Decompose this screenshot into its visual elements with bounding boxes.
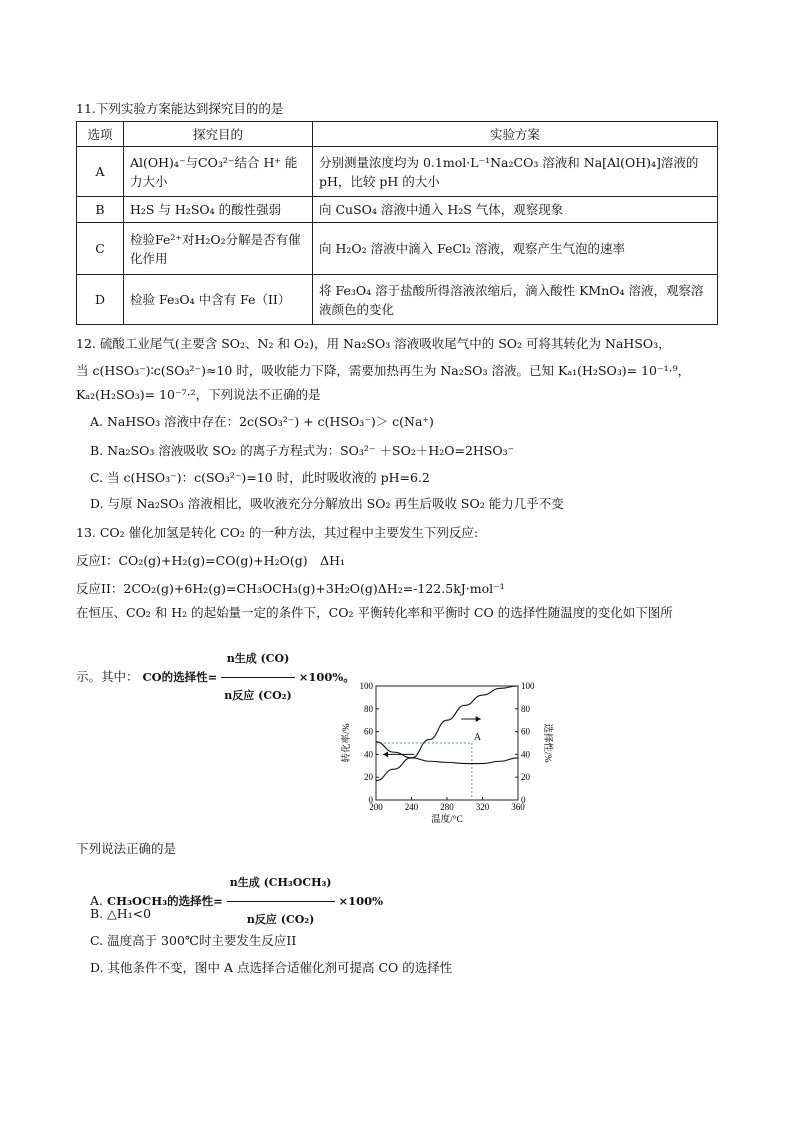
q13-option-b: B. △H₁<0 bbox=[90, 906, 152, 921]
row-option: B bbox=[77, 197, 124, 223]
co-selectivity-label: CO的选择性= bbox=[142, 670, 218, 684]
row-option: A bbox=[77, 147, 124, 197]
y-left-tick-label: 0 bbox=[368, 795, 373, 805]
fraction-denominator: n反应 (CO₂) bbox=[224, 689, 292, 702]
q12-option-d: D. 与原 Na₂SO₃ 溶液相比，吸收液充分分解放出 SO₂ 再生后吸收 SO₂ 能力几乎不变 bbox=[90, 496, 564, 511]
table-header-row bbox=[77, 122, 718, 147]
x-tick-label: 240 bbox=[404, 802, 419, 812]
y-left-tick-label: 20 bbox=[364, 772, 373, 783]
x-tick-label: 200 bbox=[369, 802, 383, 812]
table-row bbox=[77, 197, 718, 223]
arrow-right-head bbox=[476, 716, 481, 722]
series-line-1 bbox=[376, 686, 518, 781]
q12-line2: 当 c(HSO₃⁻)∶c(SO₃²⁻)≈10 时，吸收能力下降，需要加热再生为 Na₂SO₃ 溶液。已知 Kₐ₁(H₂SO₃)= 10⁻¹·⁹， bbox=[76, 363, 691, 378]
x-tick-label: 360 bbox=[511, 802, 525, 812]
row-purpose: 检验Fe²⁺对H₂O₂分解是否有催化作用 bbox=[124, 223, 313, 275]
y-left-tick-label: 100 bbox=[359, 681, 373, 691]
q12-option-b: B. Na₂SO₃ 溶液吸收 SO₂ 的离子方程式为：SO₃²⁻ ＋SO₂＋H₂O=2HSO₃⁻ bbox=[90, 443, 515, 458]
q13-reaction-1: 反应I：CO₂(g)+H₂(g)=CO(g)+H₂O(g) ΔH₁ bbox=[76, 553, 346, 568]
q12-line3: Kₐ₂(H₂SO₃)= 10⁻⁷·²，下列说法不正确的是 bbox=[76, 387, 321, 402]
fraction-numerator: n生成 (CO) bbox=[221, 641, 294, 678]
q13-condition-2 bbox=[76, 641, 355, 714]
ch3och3-selectivity-label: CH₃OCH₃的选择性= bbox=[107, 894, 223, 908]
q12-line1: 12. 硫酸工业尾气(主要含 SO₂、N₂ 和 O₂)，用 Na₂SO₃ 溶液吸收尾气中的 SO₂ 可将其转化为 NaHSO₃， bbox=[76, 336, 671, 351]
ch3och3-selectivity-fraction bbox=[227, 865, 335, 938]
point-a-label: A bbox=[473, 732, 482, 743]
q11-stem: 11.下列实验方案能达到探究目的的是 bbox=[76, 101, 284, 116]
row-plan: 向 CuSO₄ 溶液中通入 H₂S 气体，观察现象 bbox=[313, 197, 718, 223]
q13-option-a bbox=[90, 865, 383, 938]
row-purpose: 检验 Fe₃O₄ 中含有 Fe（II） bbox=[124, 275, 313, 325]
fraction-numerator: n生成 (CH₃OCH₃) bbox=[227, 865, 335, 902]
x-axis-label: 温度/°C bbox=[431, 815, 463, 825]
y-right-tick-label: 100 bbox=[521, 681, 535, 691]
arrow-left-head bbox=[383, 751, 388, 757]
row-option: C bbox=[77, 223, 124, 275]
row-plan: 分别测量浓度均为 0.1mol·L⁻¹Na₂CO₃ 溶液和 Na[Al(OH)₄]溶液的 pH，比较 pH 的大小 bbox=[313, 147, 718, 197]
ch3och3-selectivity-tail: ×100% bbox=[338, 894, 384, 908]
q12-option-c: C. 当 c(HSO₃⁻)：c(SO₃²⁻)=10 时，此时吸收液的 pH=6.2 bbox=[90, 470, 430, 485]
q13-option-d: D. 其他条件不变，图中 A 点选择合适催化剂可提高 CO 的选择性 bbox=[90, 960, 453, 975]
y-right-tick-label: 40 bbox=[521, 749, 530, 760]
q13-condition-2-pre: 示。其中： bbox=[76, 669, 139, 684]
co-selectivity-fraction bbox=[221, 641, 294, 714]
q13-option-c: C. 温度高于 300℃时主要发生反应II bbox=[90, 933, 297, 948]
equilibrium-chart bbox=[328, 676, 560, 828]
row-purpose: H₂S 与 H₂SO₄ 的酸性强弱 bbox=[124, 197, 313, 223]
fraction-denominator: n反应 (CO₂) bbox=[246, 913, 315, 926]
table-row bbox=[77, 223, 718, 275]
y-left-tick-label: 40 bbox=[364, 749, 373, 760]
y-left-axis-label: 转化率/% bbox=[342, 723, 352, 763]
series-line-2 bbox=[376, 742, 518, 764]
x-tick-label: 280 bbox=[440, 802, 454, 812]
y-right-tick-label: 0 bbox=[521, 795, 526, 805]
q13-condition-1: 在恒压、CO₂ 和 H₂ 的起始量一定的条件下，CO₂ 平衡转化率和平衡时 CO 的选择性随温度的变化如下图所 bbox=[76, 605, 673, 620]
row-purpose: Al(OH)₄⁻与CO₃²⁻结合 H⁺ 能力大小 bbox=[124, 147, 313, 197]
y-left-tick-label: 80 bbox=[364, 703, 373, 714]
y-left-tick-label: 60 bbox=[364, 726, 373, 737]
y-right-tick-label: 20 bbox=[521, 772, 530, 783]
header-plan: 实验方案 bbox=[313, 122, 718, 147]
y-right-axis-label: 选择性/% bbox=[542, 723, 552, 763]
option-a-prefix: A. bbox=[90, 893, 104, 908]
header-purpose: 探究目的 bbox=[124, 122, 313, 147]
q13-question: 下列说法正确的是 bbox=[76, 841, 177, 856]
y-right-tick-label: 80 bbox=[521, 703, 530, 714]
y-right-tick-label: 60 bbox=[521, 726, 530, 737]
q13-reaction-2: 反应II：2CO₂(g)+6H₂(g)=CH₃OCH₃(g)+3H₂O(g)ΔH₂=-122.5kJ·mol⁻¹ bbox=[76, 581, 505, 596]
q11-table bbox=[76, 121, 718, 325]
x-tick-label: 320 bbox=[475, 802, 490, 812]
row-plan: 向 H₂O₂ 溶液中滴入 FeCl₂ 溶液，观察产生气泡的速率 bbox=[313, 223, 718, 275]
row-option: D bbox=[77, 275, 124, 325]
q12-option-a: A. NaHSO₃ 溶液中存在：2c(SO₃²⁻) + c(HSO₃⁻)＞ c(Na⁺) bbox=[90, 414, 434, 429]
co-selectivity-tail: ×100%。 bbox=[298, 670, 355, 684]
table-row bbox=[77, 147, 718, 197]
header-option: 选项 bbox=[77, 122, 124, 147]
table-row bbox=[77, 275, 718, 325]
row-plan: 将 Fe₃O₄ 溶于盐酸所得溶液浓缩后，滴入酸性 KMnO₄ 溶液，观察溶液颜色的变化 bbox=[313, 275, 718, 325]
q13-stem: 13. CO₂ 催化加氢是转化 CO₂ 的一种方法，其过程中主要发生下列反应: bbox=[76, 525, 479, 540]
